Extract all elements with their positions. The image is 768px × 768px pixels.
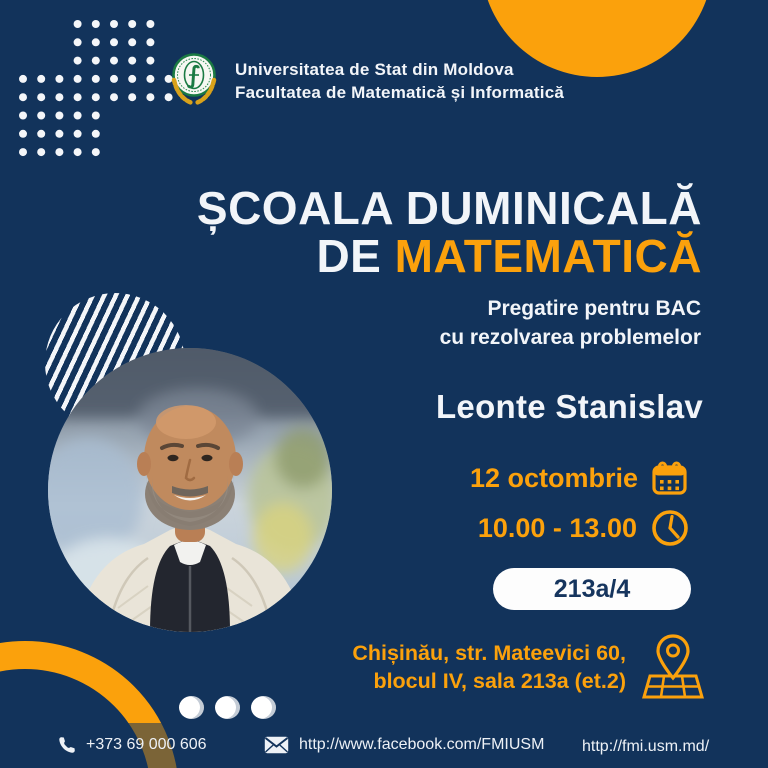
- event-date-row: [470, 461, 688, 496]
- room-badge: [493, 568, 691, 610]
- speaker-photo: [48, 348, 332, 632]
- footer-facebook[interactable]: [264, 736, 544, 754]
- three-dots-decoration: [179, 696, 276, 719]
- footer-phone[interactable]: [58, 736, 207, 754]
- calendar-icon: [651, 461, 688, 496]
- footer-website[interactable]: [582, 738, 709, 756]
- title-line2-white: DE: [316, 230, 395, 282]
- usm-fmi-logo-icon: [170, 52, 218, 108]
- phone-number[interactable]: +373 69 000 606: [86, 736, 207, 753]
- address-line1: Chișinău, str. Mateevici 60,: [352, 641, 626, 665]
- room-number: 213a/4: [553, 574, 631, 603]
- poster-subtitle: [440, 294, 701, 352]
- poster-title: [197, 184, 702, 280]
- event-date: 12 octombrie: [469, 463, 638, 493]
- speaker-name: Leonte Stanislav: [435, 388, 703, 425]
- event-time-row: [478, 508, 690, 548]
- facebook-url[interactable]: http://www.facebook.com/FMIUSM: [299, 736, 545, 753]
- address-line2: blocul IV, sala 213a (et.2): [373, 669, 626, 693]
- faculty-name: Facultatea de Matematică și Informatică: [235, 83, 565, 102]
- subtitle-line2: cu rezolvarea problemelor: [439, 326, 701, 349]
- university-name: Universitatea de Stat din Moldova: [235, 60, 514, 79]
- title-line2-accent: MATEMATICĂ: [394, 230, 702, 282]
- university-header: [170, 52, 564, 108]
- envelope-icon: [264, 736, 289, 754]
- map-pin-icon: [642, 634, 704, 700]
- address-row: [352, 634, 704, 700]
- event-time: 10.00 - 13.00: [477, 512, 637, 543]
- website-url[interactable]: http://fmi.usm.md/: [582, 738, 710, 755]
- title-line1: ȘCOALA DUMINICALĂ: [196, 182, 702, 234]
- svg-text:∫: ∫: [186, 61, 202, 89]
- phone-icon: [58, 736, 76, 754]
- subtitle-line1: Pregatire pentru BAC: [487, 297, 701, 320]
- clock-icon: [650, 508, 690, 548]
- title-line2: [197, 232, 702, 280]
